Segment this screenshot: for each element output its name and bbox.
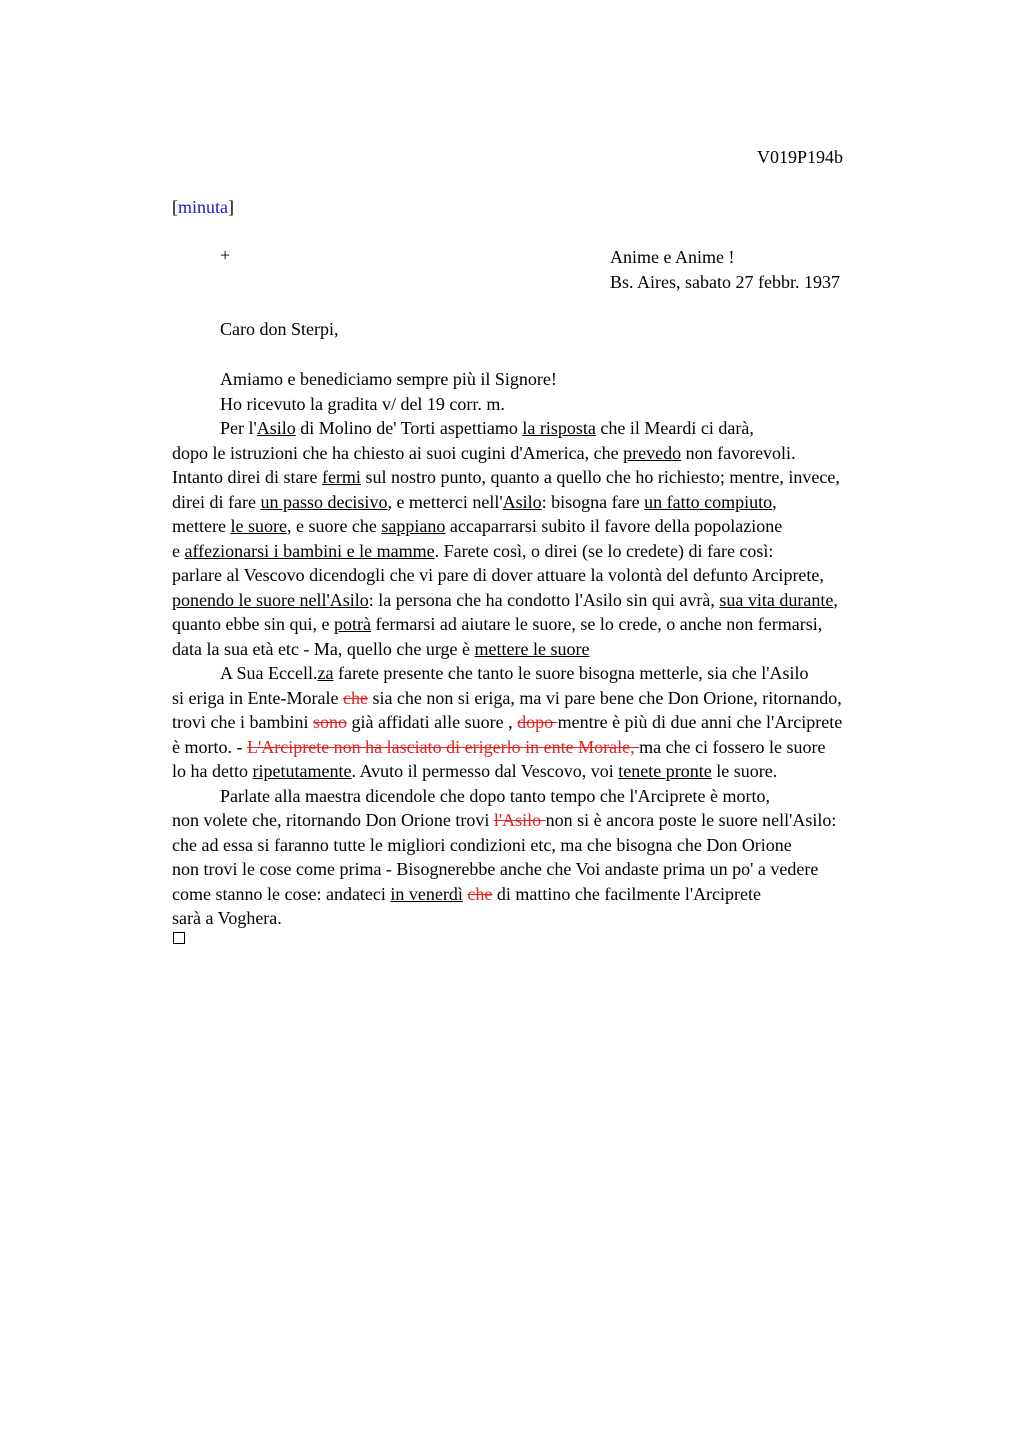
- deleted-text: dopo: [517, 712, 558, 732]
- underlined-text: mettere le suore: [474, 638, 590, 659]
- underlined-text: un passo decisivo: [260, 491, 388, 512]
- text-run: non favorevoli.: [681, 442, 796, 463]
- text-run: quanto ebbe sin qui, e: [172, 614, 334, 634]
- letter-body: [172, 367, 842, 931]
- text-run: data la sua età etc - Ma, quello che urge è: [172, 638, 475, 659]
- minuta-bracket-open: [: [172, 197, 178, 217]
- letter-heading: [610, 245, 840, 295]
- deleted-text: che: [342, 687, 368, 708]
- underlined-text: le suore: [230, 516, 287, 536]
- underlined-text: la risposta: [522, 418, 596, 438]
- deleted-text: che: [467, 883, 493, 904]
- deleted-text: l'Asilo: [493, 810, 546, 830]
- text-run: non si è ancora poste le suore nell'Asilo:: [545, 810, 837, 830]
- text-run: di Molino de' Torti aspettiamo: [295, 418, 523, 438]
- underlined-text: ripetutamente: [252, 761, 352, 781]
- body-line-19: [172, 808, 842, 833]
- text-run: sul nostro punto, quanto a quello che ho richiesto; mentre, invece,: [360, 467, 840, 487]
- text-run: : la persona che ha condotto l'Asilo sin qui avrà,: [368, 589, 720, 610]
- underlined-text: un fatto compiuto: [644, 491, 773, 512]
- document-id: V019P194b: [757, 147, 844, 167]
- text-run: direi di fare: [172, 491, 261, 512]
- body-line-4: [172, 441, 842, 466]
- text-run: e: [172, 540, 185, 561]
- text-run: mettere: [172, 516, 231, 536]
- text-run: , e metterci nell': [387, 491, 503, 512]
- heading-motto: Anime e Anime !: [610, 247, 735, 267]
- underlined-text: Asilo: [502, 491, 542, 512]
- body-line-13: [172, 661, 842, 686]
- underlined-text: ponendo le suore nell'Asilo: [172, 589, 369, 610]
- body-line-17: [172, 759, 842, 784]
- body-line-2: Ho ricevuto la gradita v/ del 19 corr. m.: [220, 393, 505, 414]
- body-line-18: Parlate alla maestra dicendole che dopo tanto tempo che l'Arciprete è morto,: [220, 785, 771, 806]
- body-line-16: [172, 735, 842, 760]
- text-run: . Farete così, o direi (se lo credete) di fare così:: [434, 540, 774, 561]
- text-run: : bisogna fare: [541, 491, 645, 512]
- text-run: fermarsi ad aiutare le suore, se lo crede, o anche non fermarsi,: [370, 614, 823, 634]
- deleted-text: sono: [312, 712, 347, 732]
- text-run: accaparrarsi subito il favore della popolazione: [445, 516, 783, 536]
- body-line-8: [172, 539, 842, 564]
- text-run: ma che ci fossero le suore: [639, 736, 826, 757]
- body-line-22: [172, 882, 842, 907]
- text-run: . Avuto il permesso dal Vescovo, voi: [351, 761, 619, 781]
- underlined-text: fermi: [321, 467, 361, 487]
- text-run: si eriga in Ente-Morale: [172, 687, 343, 708]
- body-line-21: non trovi le cose come prima - Bisognerebbe anche che Voi andaste prima un po' a vedere: [172, 859, 819, 879]
- text-run: lo ha detto: [172, 761, 253, 781]
- body-line-1: Amiamo e benediciamo sempre più il Signore!: [220, 369, 557, 389]
- body-line-12: [172, 637, 842, 662]
- underlined-text: affezionarsi i bambini e le mamme: [184, 540, 435, 561]
- body-line-3: [172, 416, 842, 441]
- text-run: , e suore che: [286, 516, 382, 536]
- text-run: Per l': [220, 418, 257, 438]
- text-run: già affidati alle suore ,: [346, 712, 518, 732]
- heading-date-line: Bs. Aires, sabato 27 febbr. 1937: [610, 272, 840, 292]
- text-run: dopo le istruzioni che ha chiesto ai suoi cugini d'America, che: [172, 442, 624, 463]
- underlined-text: sappiano: [381, 516, 446, 536]
- text-run: Intanto direi di stare: [172, 467, 322, 487]
- body-line-15: [172, 710, 842, 735]
- body-line-20: che ad essa si faranno tutte le migliori condizioni etc, ma che bisogna che Don Orione: [172, 834, 792, 855]
- underlined-text: za: [317, 663, 334, 683]
- text-run: di mattino che facilmente l'Arciprete: [492, 883, 762, 904]
- text-run: A Sua Eccell.: [220, 663, 318, 683]
- salutation: Caro don Sterpi,: [220, 319, 339, 339]
- body-line-9: parlare al Vescovo dicendogli che vi pare di dover attuare la volontà del defunto Arciprete,: [172, 565, 824, 585]
- body-line-6: [172, 490, 842, 515]
- body-line-10: [172, 588, 842, 613]
- text-run: farete presente che tanto le suore bisogna metterle, sia che l'Asilo: [333, 663, 809, 683]
- body-line-14: [172, 686, 842, 711]
- minuta-bracket-close: ]: [228, 197, 234, 217]
- text-run: ,: [772, 491, 777, 512]
- body-line-7: [172, 514, 842, 539]
- underlined-text: potrà: [333, 614, 371, 634]
- text-run: come stanno le cose: andateci: [172, 883, 391, 904]
- underlined-text: Asilo: [256, 418, 296, 438]
- body-line-5: [172, 465, 842, 490]
- body-line-11: [172, 612, 842, 637]
- text-run: è morto. -: [172, 736, 247, 757]
- text-run: sia che non si eriga, ma vi pare bene che Don Orione, ritornando,: [367, 687, 842, 708]
- underlined-text: sua vita durante: [719, 589, 834, 610]
- underlined-text: tenete pronte: [618, 761, 712, 781]
- text-run: ,: [833, 589, 838, 610]
- deleted-text: L'Arciprete non ha lasciato di erigerlo in ente Morale,: [246, 736, 640, 757]
- underlined-text: in venerdì: [390, 883, 463, 904]
- body-line-23: sarà a Voghera.: [172, 908, 282, 928]
- text-run: le suore.: [711, 761, 778, 781]
- text-run: mentre è più di due anni che l'Arciprete: [557, 712, 843, 732]
- underlined-text: prevedo: [623, 442, 682, 463]
- text-run: che il Meardi ci darà,: [595, 418, 754, 438]
- end-square-icon: [173, 932, 185, 944]
- minuta-label: minuta: [178, 197, 228, 217]
- text-run: trovi che i bambini: [172, 712, 313, 732]
- minuta-note: [172, 197, 234, 218]
- cross-symbol: +: [220, 245, 231, 265]
- text-run: non volete che, ritornando Don Orione trovi: [172, 810, 494, 830]
